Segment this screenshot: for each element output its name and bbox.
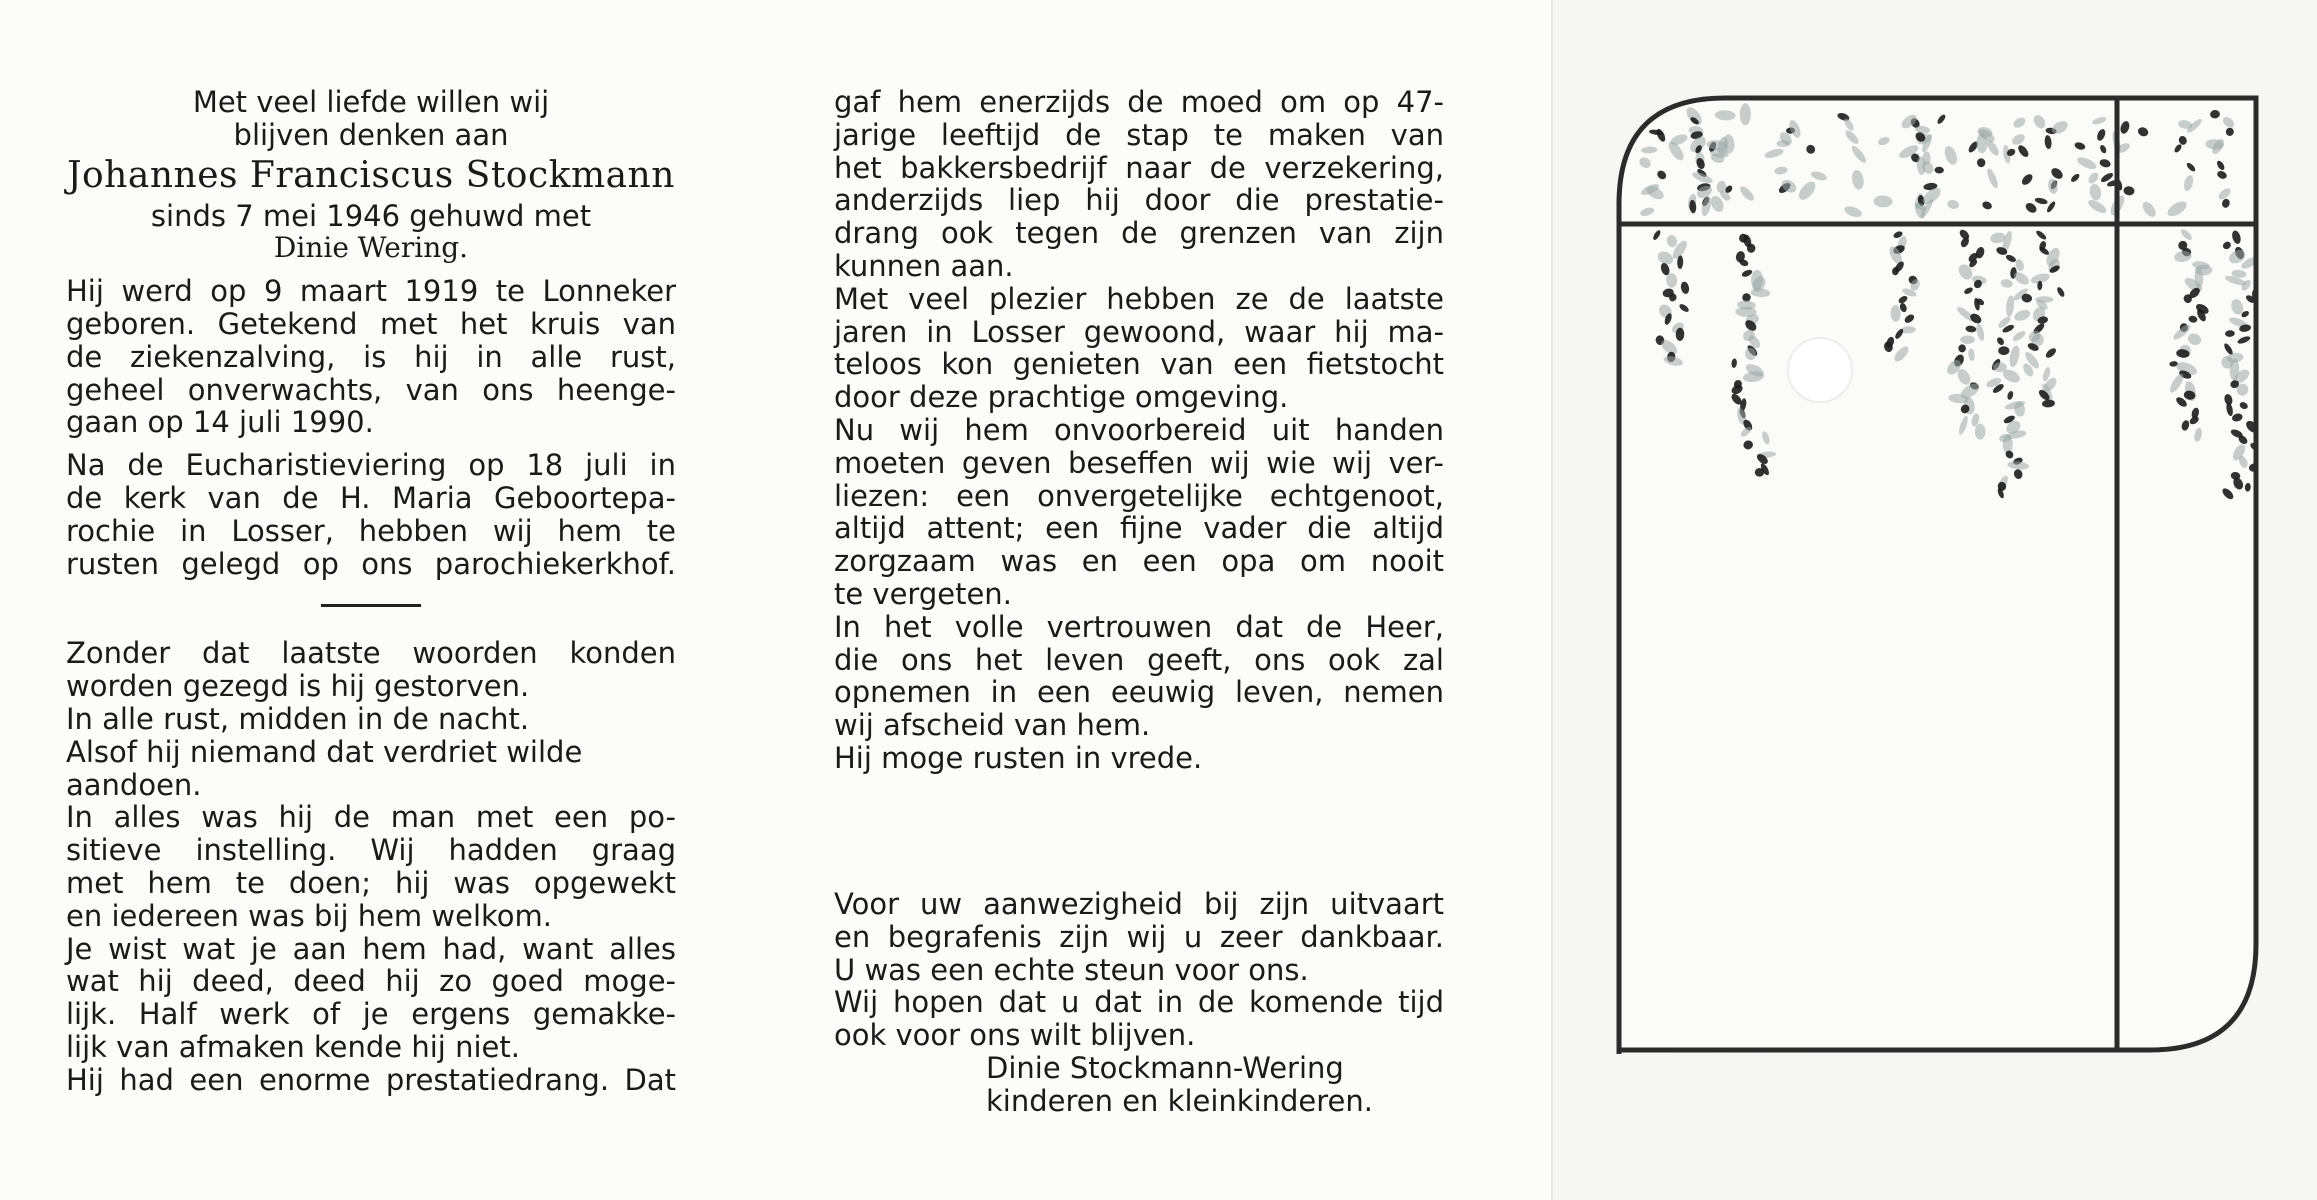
text-line: drang ook tegen de grenzen van zijn bbox=[834, 216, 1444, 251]
faith-paragraph bbox=[834, 611, 1444, 775]
tribute-paragraph bbox=[66, 637, 676, 1096]
text-line: opnemen in een eeuwig leven, nemen bbox=[834, 675, 1444, 710]
text-line: jaren in Losser gewoond, waar hij ma- bbox=[834, 314, 1444, 349]
text-line: Hij werd op 9 maart 1919 te Lonneker bbox=[66, 274, 676, 309]
text-line: Wij hopen dat u dat in de komende tijd bbox=[834, 985, 1444, 1020]
thanks-paragraph bbox=[834, 888, 1444, 1118]
text-line: Met veel plezier hebben ze de laatste bbox=[834, 281, 1444, 316]
text-line: geboren. Getekend met het kruis van bbox=[66, 306, 676, 341]
text-line: die ons het leven geeft, ons ook zal bbox=[834, 642, 1444, 677]
text-line: In het volle vertrouwen dat de Heer, bbox=[834, 609, 1444, 644]
deceased-name: Johannes Franciscus Stockmann bbox=[67, 154, 675, 196]
text-line: Alsof hij niemand dat verdriet wilde bbox=[66, 734, 583, 769]
text-line: het bakkersbedrijf naar de verzekering, bbox=[834, 150, 1444, 185]
text-line: anderzijds liep hij door die prestatie- bbox=[834, 183, 1444, 218]
text-line: gaf hem enerzijds de moed om op 47- bbox=[834, 85, 1444, 119]
text-line: ook voor ons wilt blijven. bbox=[834, 1018, 1196, 1053]
text-line: gaan op 14 juli 1990. bbox=[66, 405, 374, 440]
text-line: liezen: een onvergetelijke echtgenoot, bbox=[834, 478, 1444, 513]
ivy-leaf bbox=[1998, 346, 2009, 355]
text-line: lijk van afmaken kende hij niet. bbox=[66, 1029, 520, 1064]
window-ivy-illustration bbox=[1615, 94, 2260, 1054]
text-line: rochie in Losser, hebben wij hem te bbox=[66, 513, 676, 548]
window-glass bbox=[1615, 94, 2260, 1054]
text-line: In alles was hij de man met een po- bbox=[66, 800, 676, 835]
marriage-line: sinds 7 mei 1946 gehuwd met bbox=[150, 198, 592, 233]
text-line: zorgzaam was en een opa om nooit bbox=[834, 544, 1444, 579]
ivy-leaf bbox=[1740, 103, 1751, 125]
text-line: U was een echte steun voor ons. bbox=[834, 952, 1309, 987]
text-line: jarige leeftijd de stap te maken van bbox=[834, 117, 1444, 152]
memorial-text-right-column bbox=[834, 86, 1444, 775]
text-line: wat hij deed, deed hij zo goed moge- bbox=[66, 964, 676, 999]
text-line: Zonder dat laatste woorden konden bbox=[66, 636, 676, 671]
text-line: de ziekenzalving, is hij in alle rust, bbox=[66, 339, 676, 374]
text-line: Nu wij hem onvoorbereid uit handen bbox=[834, 412, 1444, 447]
text-line: altijd attent; een fijne vader die altijd bbox=[834, 511, 1444, 546]
text-line: door deze prachtige omgeving. bbox=[834, 380, 1289, 415]
section-divider bbox=[321, 604, 421, 607]
text-line: sitieve instelling. Wij hadden graag bbox=[66, 833, 676, 868]
losser-paragraph bbox=[834, 283, 1444, 414]
text-line: kunnen aan. bbox=[834, 248, 1014, 283]
birth-death-paragraph bbox=[66, 275, 676, 439]
career-paragraph bbox=[834, 86, 1444, 283]
text-line: Na de Eucharistieviering op 18 juli in bbox=[66, 448, 676, 483]
text-line: moeten geven beseffen wij wie wij ver- bbox=[834, 445, 1444, 480]
loss-paragraph bbox=[834, 414, 1444, 611]
text-line: lijk. Half werk of je ergens gemakke- bbox=[66, 997, 676, 1032]
text-line: rusten gelegd op ons parochiekerkhof. bbox=[66, 546, 676, 581]
card-fold-line bbox=[1551, 0, 1553, 1200]
moon bbox=[1788, 338, 1852, 402]
text-line: te vergeten. bbox=[834, 576, 1012, 611]
text-line: aandoen. bbox=[66, 767, 202, 802]
text-line: en iedereen was bij hem welkom. bbox=[66, 898, 552, 933]
text-line: Je wist wat je aan hem had, want alles bbox=[66, 931, 676, 966]
text-line: In alle rust, midden in de nacht. bbox=[66, 701, 530, 736]
text-line: Hij had een enorme prestatiedrang. Dat bbox=[66, 1062, 676, 1097]
intro-line: Met veel liefde willen wij bbox=[192, 85, 550, 119]
intro-line: blijven denken aan bbox=[233, 117, 509, 152]
text-line: teloos kon genieten van een fietstocht bbox=[834, 347, 1444, 382]
signature-name: Dinie Stockmann-Wering bbox=[986, 1050, 1344, 1085]
funeral-paragraph bbox=[66, 449, 676, 580]
spouse-name: Dinie Wering. bbox=[273, 231, 469, 265]
text-line: worden gezegd is hij gestorven. bbox=[66, 669, 530, 704]
ivy-leaf bbox=[1755, 468, 1764, 477]
text-line: met hem te doen; hij was opgewekt bbox=[66, 865, 676, 900]
text-line: Voor uw aanwezigheid bij zijn uitvaart bbox=[834, 887, 1444, 921]
text-line: en begrafenis zijn wij u zeer dankbaar. bbox=[834, 919, 1444, 954]
text-line: geheel onverwachts, van ons heenge- bbox=[66, 372, 676, 407]
text-line: Hij moge rusten in vrede. bbox=[834, 740, 1203, 775]
text-line: de kerk van de H. Maria Geboortepa- bbox=[66, 480, 676, 515]
signature-family: kinderen en kleinkinderen. bbox=[986, 1083, 1373, 1118]
memorial-text-left-column bbox=[66, 86, 676, 1097]
text-line: wij afscheid van hem. bbox=[834, 708, 1151, 743]
